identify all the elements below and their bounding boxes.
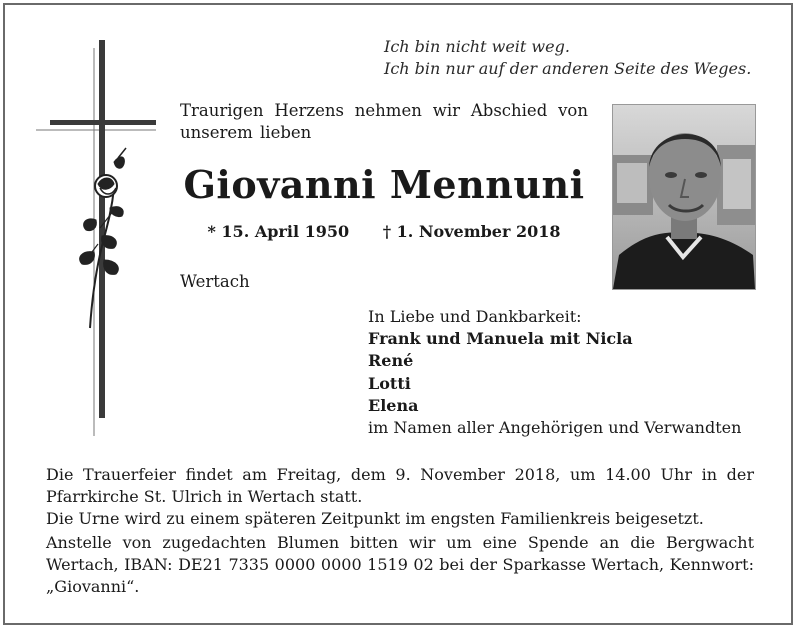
quote-line-1: Ich bin nicht weit weg.: [384, 37, 570, 56]
family-member: René: [368, 351, 414, 371]
cross-icon: [30, 38, 170, 438]
funeral-text: Die Trauerfeier findet am Freitag, dem 9. November 2018, um 14.00 Uhr in der Pfarrkirche St. Ulrich in Wertach statt.: [46, 465, 754, 506]
deceased-name: Giovanni Mennuni: [183, 162, 585, 207]
birth-date: * 15. April 1950: [207, 222, 350, 241]
family-member: Frank und Manuela mit Nicla: [368, 329, 633, 349]
family-member: Lotti: [368, 373, 411, 393]
cross-rose-graphic: [30, 38, 170, 438]
intro-text: Traurigen Herzens nehmen wir Abschied von unserem lieben: [180, 101, 588, 142]
life-dates: [180, 220, 588, 244]
family-heading: In Liebe und Dankbarkeit:: [368, 307, 582, 326]
quote-line-2: Ich bin nur auf der anderen Seite des Weges.: [384, 59, 752, 78]
residence-place: Wertach: [180, 272, 250, 291]
family-signature: [368, 306, 741, 439]
death-date: † 1. November 2018: [382, 222, 561, 241]
family-member: Elena: [368, 395, 419, 415]
urn-text: Die Urne wird zu einem späteren Zeitpunkt im engsten Familienkreis beigesetzt.: [46, 509, 704, 528]
portrait-photo: [612, 104, 756, 290]
family-closing: im Namen aller Angehörigen und Verwandten: [368, 418, 742, 438]
quote: [384, 36, 751, 80]
donation-text: Anstelle von zugedachten Blumen bitten wir um eine Spende an die Bergwacht Wertach, IBAN: DE21 7335 0000 0000 1519 02 bei der Sparkasse Wertach, Kennwort: „Giovanni“.: [46, 533, 754, 596]
ceremony-info: [46, 464, 754, 598]
